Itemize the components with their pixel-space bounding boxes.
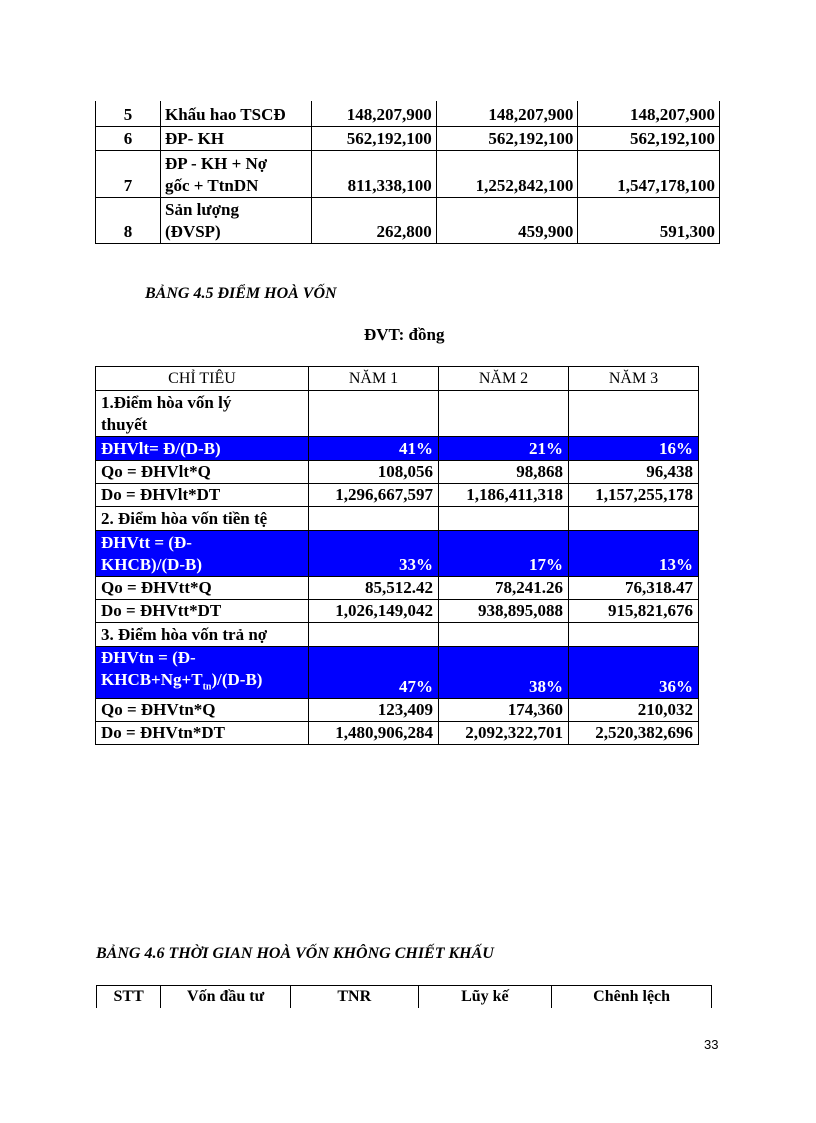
table-row <box>96 699 699 722</box>
label-line: ĐHVtn = (Đ- <box>101 648 196 667</box>
label-line: ĐHVtt = (Đ- <box>101 533 192 552</box>
cell-value: 591,300 <box>578 197 720 243</box>
cell-value: 210,032 <box>569 699 699 722</box>
break-even-table <box>95 366 699 745</box>
row-number: 6 <box>96 126 161 150</box>
row-number: 8 <box>96 197 161 243</box>
cell-value: 47% <box>309 647 439 699</box>
cell-value: 41% <box>309 437 439 461</box>
table-row <box>96 150 720 197</box>
label-line: KHCB+Ng+T <box>101 670 203 689</box>
cell-value: 78,241.26 <box>439 577 569 600</box>
cell-value: 36% <box>569 647 699 699</box>
row-label: Qo = ĐHVtn*Q <box>96 699 309 722</box>
cell-value: 562,192,100 <box>312 126 437 150</box>
subscript: tn <box>202 681 212 693</box>
cell-value: 108,056 <box>309 461 439 484</box>
cell-value: 123,409 <box>309 699 439 722</box>
table-row <box>96 101 720 126</box>
cell-value: 1,026,149,042 <box>309 600 439 623</box>
cell-value: 459,900 <box>436 197 578 243</box>
column-header: STT <box>97 986 161 1009</box>
cell-value: 96,438 <box>569 461 699 484</box>
column-header: TNR <box>290 986 418 1009</box>
table-row <box>96 600 699 623</box>
column-header: CHỈ TIÊU <box>96 367 309 391</box>
row-label: Qo = ĐHVlt*Q <box>96 461 309 484</box>
row-label: Do = ĐHVtn*DT <box>96 722 309 745</box>
cell-value: 17% <box>439 531 569 577</box>
row-number: 7 <box>96 150 161 197</box>
column-header: NĂM 1 <box>309 367 439 391</box>
label-line: thuyết <box>101 415 148 434</box>
table-row <box>96 722 699 745</box>
cell-value: 1,480,906,284 <box>309 722 439 745</box>
cell-value: 85,512.42 <box>309 577 439 600</box>
cell-value: 33% <box>309 531 439 577</box>
label-line: )/(D-B) <box>211 670 263 689</box>
table-row <box>96 391 699 437</box>
cell-value: 76,318.47 <box>569 577 699 600</box>
cell-value: 13% <box>569 531 699 577</box>
label-line: Sản lượng <box>165 199 239 219</box>
table-row <box>96 577 699 600</box>
row-label: Qo = ĐHVtt*Q <box>96 577 309 600</box>
cell-value: 2,092,322,701 <box>439 722 569 745</box>
cell-value: 1,252,842,100 <box>436 150 578 197</box>
section-label: 3. Điểm hòa vốn trả nợ <box>96 623 309 647</box>
label-line: KHCB)/(D-B) <box>101 555 203 574</box>
table-title: BẢNG 4.5 ĐIỂM HOÀ VỐN <box>145 285 337 302</box>
cell-value: 21% <box>439 437 569 461</box>
cell-value: 811,338,100 <box>312 150 437 197</box>
table-row <box>96 484 699 507</box>
table-row <box>96 531 699 577</box>
unit-label: ĐVT: đồng <box>364 325 445 344</box>
row-label <box>96 531 309 577</box>
cell-value: 562,192,100 <box>578 126 720 150</box>
row-label <box>161 150 312 197</box>
cell-value: 1,547,178,100 <box>578 150 720 197</box>
cell-value: 1,157,255,178 <box>569 484 699 507</box>
table-row <box>96 647 699 699</box>
table-row <box>96 197 720 243</box>
row-label: Do = ĐHVtt*DT <box>96 600 309 623</box>
column-header: Chênh lệch <box>552 986 712 1009</box>
production-cost-table <box>95 101 720 244</box>
column-header: NĂM 2 <box>439 367 569 391</box>
label-line: ĐP - KH + Nợ <box>165 153 268 173</box>
row-label <box>161 197 312 243</box>
cell-value: 262,800 <box>312 197 437 243</box>
row-label: ĐHVlt= Đ/(D-B) <box>96 437 309 461</box>
cell-value: 2,520,382,696 <box>569 722 699 745</box>
cell-value: 16% <box>569 437 699 461</box>
cell-value: 938,895,088 <box>439 600 569 623</box>
column-header: NĂM 3 <box>569 367 699 391</box>
row-label: ĐP- KH <box>161 126 312 150</box>
row-label: Khấu hao TSCĐ <box>161 101 312 126</box>
table-row <box>96 461 699 484</box>
row-label <box>96 647 309 699</box>
row-label: Do = ĐHVlt*DT <box>96 484 309 507</box>
section-label <box>96 391 309 437</box>
section-label: 2. Điểm hòa vốn tiền tệ <box>96 507 309 531</box>
page-number: 33 <box>704 1037 719 1052</box>
label-line: (ĐVSP) <box>165 221 221 241</box>
table-row <box>96 623 699 647</box>
column-header: Vốn đầu tư <box>161 986 291 1009</box>
cell-value: 1,296,667,597 <box>309 484 439 507</box>
column-header: Lũy kế <box>418 986 552 1009</box>
cell-value: 148,207,900 <box>436 101 578 126</box>
payback-table <box>96 985 712 1008</box>
table-row <box>96 507 699 531</box>
label-line: gốc + TtnDN <box>165 175 259 195</box>
cell-value: 562,192,100 <box>436 126 578 150</box>
table-row <box>96 126 720 150</box>
table-row <box>96 437 699 461</box>
table-header-row <box>97 986 712 1009</box>
table-title: BẢNG 4.6 THỜI GIAN HOÀ VỐN KHÔNG CHIẾT KHẤU <box>96 945 494 962</box>
cell-value: 98,868 <box>439 461 569 484</box>
label-line: 1.Điểm hòa vốn lý <box>101 393 232 412</box>
cell-value: 174,360 <box>439 699 569 722</box>
cell-value: 1,186,411,318 <box>439 484 569 507</box>
row-number: 5 <box>96 101 161 126</box>
cell-value: 38% <box>439 647 569 699</box>
cell-value: 915,821,676 <box>569 600 699 623</box>
table-header-row <box>96 367 699 391</box>
cell-value: 148,207,900 <box>312 101 437 126</box>
cell-value: 148,207,900 <box>578 101 720 126</box>
